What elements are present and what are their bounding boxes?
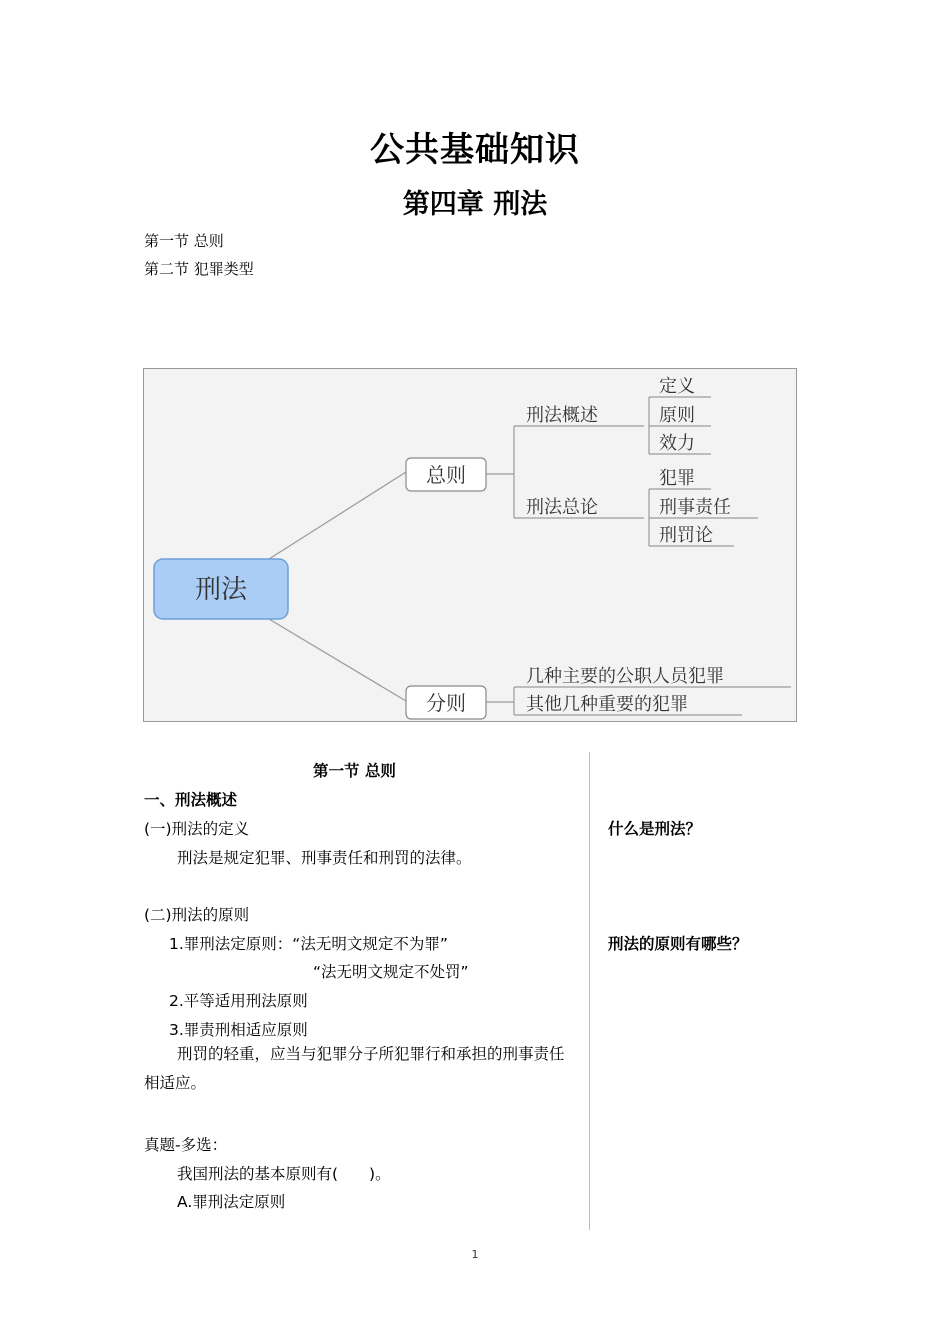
connector-root-general xyxy=(269,472,406,559)
heading-overview: 一、刑法概述 xyxy=(144,791,238,809)
chapter-title: 第四章 刑法 xyxy=(402,189,548,220)
theory-label: 刑法总论 xyxy=(526,497,598,518)
principle-1: 1.罪刑法定原则：“法无明文规定不为罪” xyxy=(169,935,448,953)
branch-special-label: 分则 xyxy=(426,691,466,715)
section-heading: 第一节 总则 xyxy=(313,762,396,780)
principle-2: 2.平等适用刑法原则 xyxy=(169,992,308,1010)
principle-1-continued: “法无明文规定不处罚” xyxy=(313,963,469,981)
sidebar-question-2: 刑法的原则有哪些？ xyxy=(608,935,748,953)
quiz-option-a: A.罪刑法定原则 xyxy=(177,1193,286,1211)
principle-3-text: 刑罚的轻重，应当与犯罪分子所犯罪行和承担的刑事责任相适应。 xyxy=(144,1045,565,1092)
mindmap-diagram xyxy=(143,368,797,722)
quiz-label: 真题-多选： xyxy=(144,1136,228,1154)
leaf-effect: 效力 xyxy=(659,433,695,454)
definition-text: 刑法是规定犯罪、刑事责任和刑罚的法律。 xyxy=(177,849,472,867)
overview-label: 刑法概述 xyxy=(526,405,598,426)
toc-item-section-1: 第一节 总则 xyxy=(144,232,224,250)
column-divider xyxy=(589,752,590,1230)
toc-item-section-2: 第二节 犯罪类型 xyxy=(144,260,254,278)
quiz-question: 我国刑法的基本原则有( )。 xyxy=(177,1165,391,1183)
subheading-principles: (二)刑法的原则 xyxy=(144,906,250,924)
mindmap-svg xyxy=(144,369,798,723)
leaf-liability: 刑事责任 xyxy=(659,497,731,518)
sidebar-question-1: 什么是刑法？ xyxy=(608,820,702,838)
leaf-penalty: 刑罚论 xyxy=(659,525,713,546)
leaf-crime: 犯罪 xyxy=(659,468,695,489)
connector-root-special xyxy=(269,619,406,701)
leaf-other-crimes: 其他几种重要的犯罪 xyxy=(526,694,688,715)
principle-3: 3.罪责刑相适应原则 xyxy=(169,1021,308,1039)
root-node-label: 刑法 xyxy=(194,575,248,605)
branch-general-label: 总则 xyxy=(426,463,466,487)
document-title: 公共基础知识 xyxy=(370,130,580,170)
leaf-official-crimes: 几种主要的公职人员犯罪 xyxy=(526,666,724,687)
subheading-definition: (一)刑法的定义 xyxy=(144,820,250,838)
page-number: 1 xyxy=(471,1248,479,1261)
leaf-principle: 原则 xyxy=(659,405,695,426)
leaf-definition: 定义 xyxy=(659,376,695,397)
